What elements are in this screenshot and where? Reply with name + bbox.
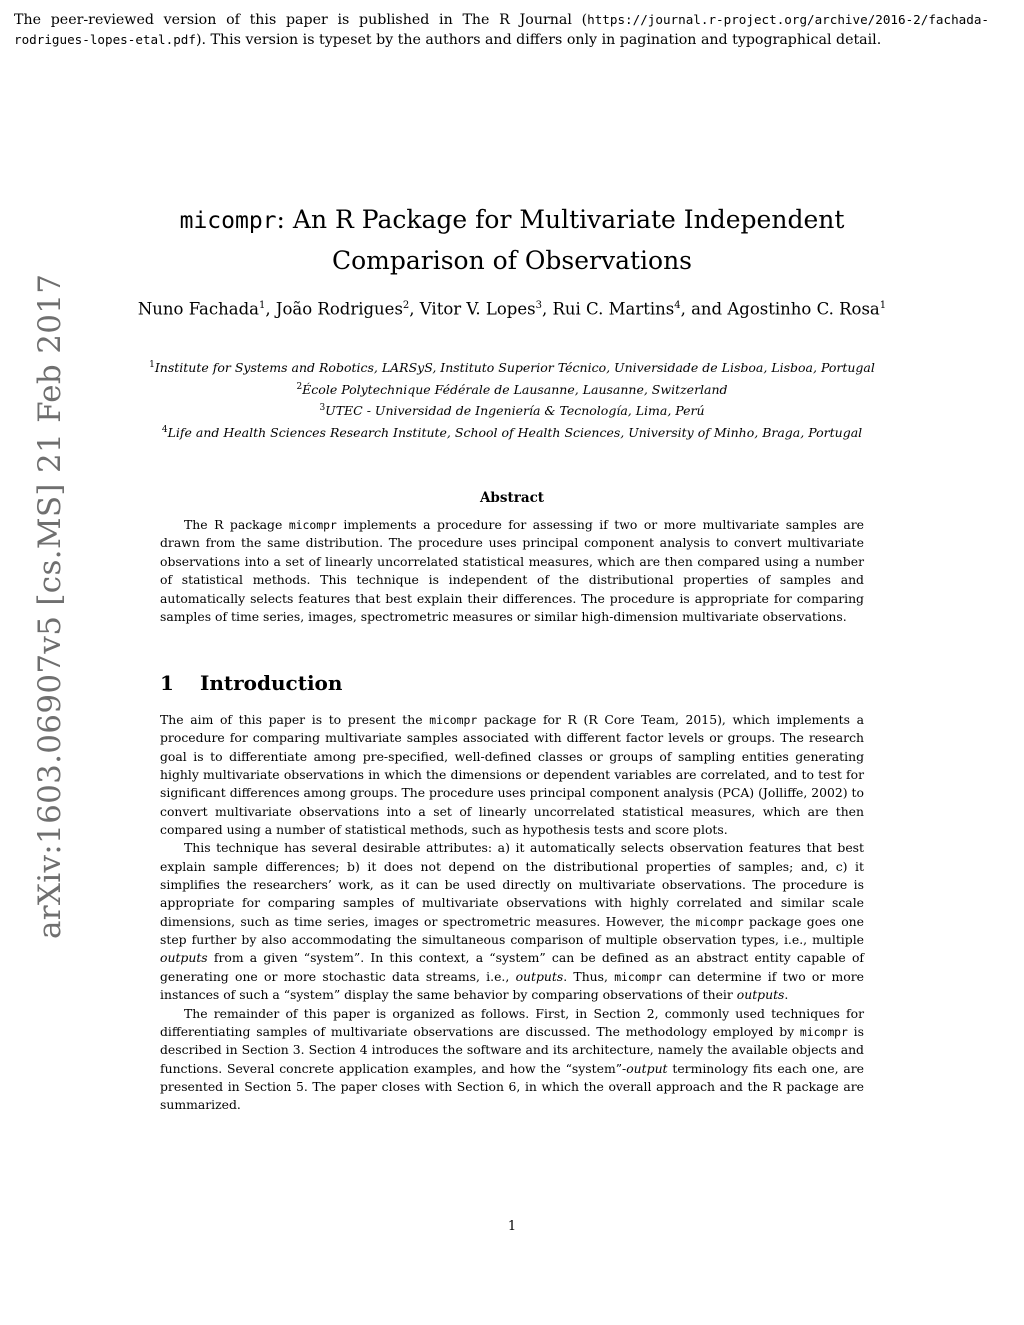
paragraph xyxy=(160,711,864,839)
title-package-name: micompr xyxy=(179,208,277,234)
paragraph-text: package goes one step further by also accommodating the simultaneous comparison of multiple observation types, i.e., multiple xyxy=(160,913,864,948)
author-affil-mark: 4 xyxy=(674,300,681,311)
paragraph-text: terminology fits each one, are presented in Section 5. The paper closes with Section 6, in which the overall approach and the R package are summarized. xyxy=(160,1060,864,1113)
paragraph-text: is described in Section 3. Section 4 introduces the software and its architecture, namely the available objects and functions. Several concrete application examples, and how the “system”- xyxy=(160,1023,864,1076)
section-heading xyxy=(160,671,864,695)
affiliation xyxy=(110,399,914,421)
abstract-text: The R package xyxy=(184,517,289,532)
author-name: Nuno Fachada xyxy=(137,299,259,319)
affiliation-list xyxy=(110,356,914,443)
affiliation xyxy=(110,421,914,443)
emphasis: output xyxy=(626,1060,668,1076)
emphasis: outputs xyxy=(160,950,208,966)
abstract-heading: Abstract xyxy=(479,490,545,506)
journal-url-link[interactable]: https://journal.r-project.org/archive/2016-2/fachada-rodrigues-lopes-etal.pdf xyxy=(14,12,989,47)
author-affil-mark: 1 xyxy=(879,300,887,311)
paragraph-text: . Thus, xyxy=(563,968,615,984)
section-number: 1 xyxy=(160,671,174,695)
introduction-body xyxy=(160,711,864,1115)
author-name: João Rodrigues xyxy=(275,299,403,319)
page-number: 1 xyxy=(507,1219,517,1234)
affil-mark: 2 xyxy=(296,381,303,392)
package-name: micompr xyxy=(799,1024,848,1039)
notice-text-after: ). This version is typeset by the authors and differs only in pagination and typographical detail. xyxy=(195,32,882,48)
author-affil-mark: 2 xyxy=(402,300,410,311)
abstract-body xyxy=(160,516,864,626)
author-list xyxy=(130,294,894,322)
paragraph-text: This technique has several desirable attributes: a) it automatically selects observation features that best explain sample differences; b) it does not depend on the distributional properties of samples; and, c) it simplifies the researchers’ work, as it can be used directly on multivariate observations. The procedure is appropriate for comparing samples of multivariate observations with highly correlated and similar scale dimensions, such as time series, images or spectrometric measures. However, the xyxy=(160,840,864,929)
paragraph-text: from a given “system”. In this context, a “system” can be defined as an abstract entity capable of generating one or more stochastic data streams, i.e., xyxy=(160,950,864,984)
affil-mark: 4 xyxy=(161,424,168,435)
paper-title xyxy=(150,200,874,281)
author-separator: , xyxy=(541,299,553,319)
author-affil-mark: 3 xyxy=(535,300,542,311)
notice-text-before: The peer-reviewed version of this paper is published in The R Journal ( xyxy=(14,12,588,28)
emphasis: outputs xyxy=(736,987,785,1003)
author-separator: , xyxy=(409,299,420,319)
author-separator: , xyxy=(265,299,276,319)
author-name: Rui C. Martins xyxy=(552,299,675,319)
affiliation xyxy=(110,378,914,400)
author-name: Agostinho C. Rosa xyxy=(727,299,880,319)
paragraph-text: The remainder of this paper is organized as follows. First, in Section 2, commonly used techniques for differentiating samples of multivariate observations are discussed. The methodology employed by xyxy=(160,1005,864,1039)
paragraph-text: The aim of this paper is to present the xyxy=(160,712,430,727)
title-text: : An R Package for Multivariate Independent Comparison of Observations xyxy=(276,205,845,275)
affil-mark: 3 xyxy=(319,403,326,414)
affiliation xyxy=(110,356,914,378)
affil-text: UTEC - Universidad de Ingeniería & Tecnología, Lima, Perú xyxy=(325,403,705,419)
package-name: micompr xyxy=(614,969,663,984)
affil-mark: 1 xyxy=(149,360,155,370)
author-separator: , and xyxy=(680,299,728,319)
emphasis: outputs xyxy=(515,968,564,984)
paragraph-text: package for R (R Core Team, 2015), which implements a procedure for comparing multivariate samples associated with different factor levels or groups. The research goal is to differentiate among pre-specified, well-defined classes or groups of sampling entities generating highly multivariate observations in which the dimensions or dependent variables are correlated, and to test for significant differences among groups. The procedure uses principal component analysis (PCA) (Jolliffe, 2002) to convert multivariate observations into a set of linearly uncorrelated statistical measures, which are then compared using a number of statistical methods, such as hypothesis tests and score plots. xyxy=(160,712,864,838)
author-name: Vitor V. Lopes xyxy=(419,299,536,319)
abstract-text: implements a procedure for assessing if two or more multivariate samples are drawn from the same distribution. The procedure uses principal component analysis to convert multivariate observations into a set of linearly uncorrelated statistical measures, which are then compared using a number of statistical methods. This technique is independent of the distributional properties of samples and automatically selects features that best explain their differences. The procedure is appropriate for comparing samples of time series, images, spectrometric measures or similar high-dimension multivariate observations. xyxy=(160,517,864,625)
arxiv-stamp: arXiv:1603.06907v5 [cs.MS] 21 Feb 2017 xyxy=(32,273,68,939)
affil-text: Life and Health Sciences Research Institute, School of Health Sciences, University of Minho, Braga, Portugal xyxy=(167,425,863,441)
section-title: Introduction xyxy=(200,671,343,695)
paragraph xyxy=(160,839,864,1004)
package-name: micompr xyxy=(695,914,744,929)
author-affil-mark: 1 xyxy=(258,300,266,311)
paragraph-text: can determine if two or more instances of such a “system” display the same behavior by comparing observations of their xyxy=(160,968,865,1003)
publication-notice xyxy=(14,10,989,50)
paragraph xyxy=(160,1005,864,1115)
package-name: micompr xyxy=(429,713,478,727)
paragraph-text: . xyxy=(784,987,789,1003)
affil-text: École Polytechnique Fédérale de Lausanne, Lausanne, Switzerland xyxy=(302,381,728,397)
affil-text: Institute for Systems and Robotics, LARSyS, Instituto Superior Técnico, Universidade de Lisboa, Lisboa, Portugal xyxy=(154,360,875,376)
package-name: micompr xyxy=(288,518,337,532)
